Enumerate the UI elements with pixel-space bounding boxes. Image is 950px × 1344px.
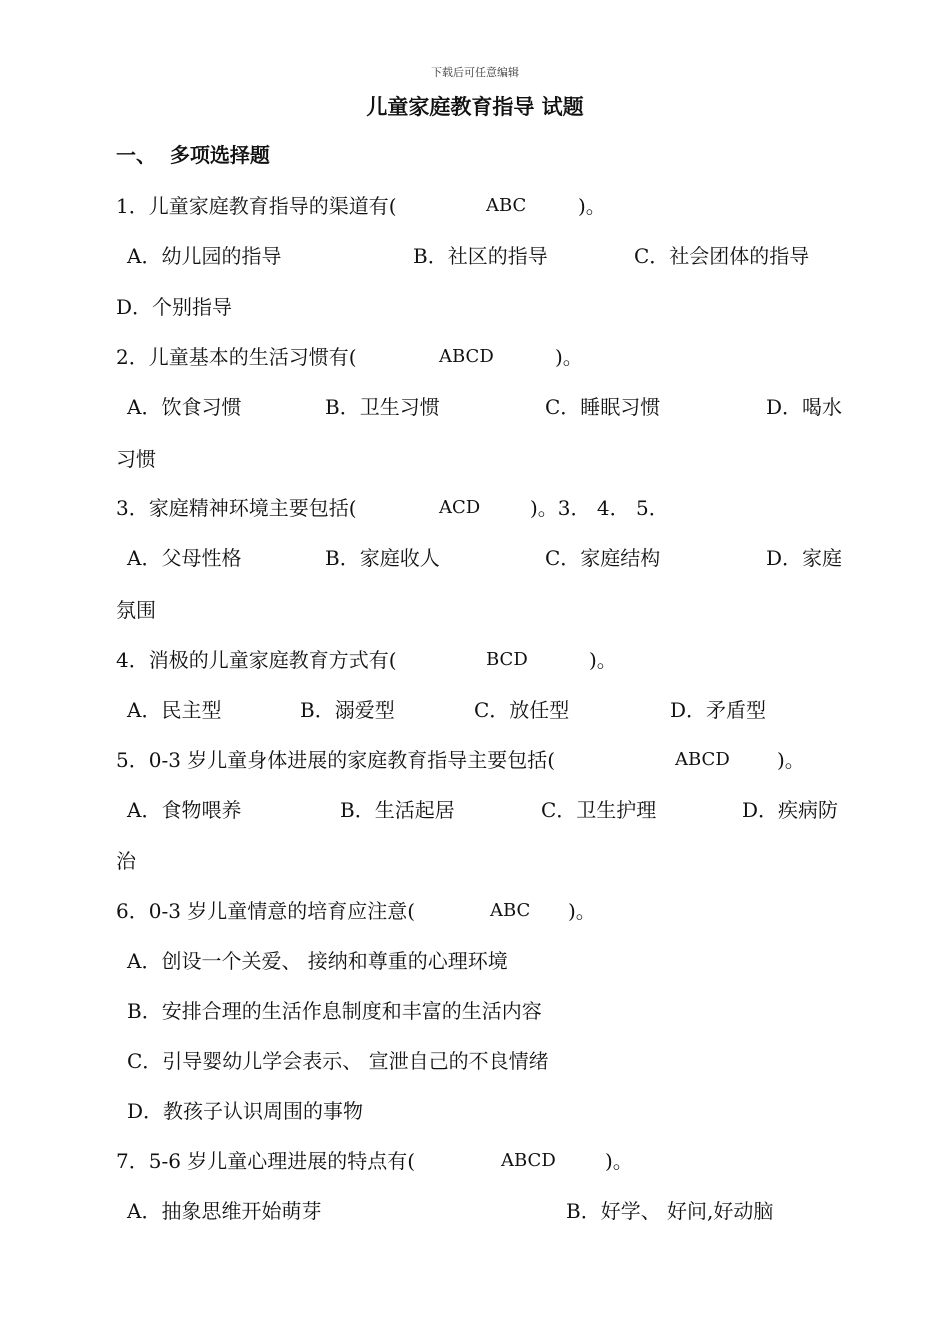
question-7-option-a: A．抽象思维开始萌芽 (127, 1199, 322, 1223)
question-7-suffix: )。 (605, 1149, 633, 1173)
question-5-option-d-wrap: 治 (116, 849, 136, 873)
question-1-prefix: 1．儿童家庭教育指导的渠道有( (116, 194, 397, 218)
question-1-option-d: D．个别指导 (116, 295, 233, 319)
question-5-suffix: )。 (777, 748, 805, 772)
question-1-option-a: A．幼儿园的指导 (127, 244, 282, 268)
question-2-suffix: )。 (555, 345, 583, 369)
question-2-option-c: C．睡眠习惯 (545, 395, 661, 419)
question-5-prefix: 5．0-3 岁儿童身体进展的家庭教育指导主要包括( (116, 748, 556, 772)
question-4-option-d: D．矛盾型 (670, 698, 767, 722)
question-1-option-b: B．社区的指导 (413, 244, 548, 268)
question-5-option-d: D．疾病防 (742, 798, 839, 822)
question-3-suffix: )。3． 4． 5． (530, 496, 669, 520)
question-3-option-a: A．父母性格 (127, 546, 242, 570)
question-2-prefix: 2．儿童基本的生活习惯有( (116, 345, 357, 369)
question-3-option-d: D．家庭 (766, 546, 843, 570)
question-4-option-b: B．溺爱型 (300, 698, 395, 722)
question-7-option-b: B．好学、 好问,好动脑 (566, 1199, 774, 1223)
question-6-suffix: )。 (568, 899, 596, 923)
question-1-answer: ABC (486, 195, 527, 216)
question-3-prefix: 3．家庭精神环境主要包括( (116, 496, 357, 520)
question-3-answer: ACD (439, 497, 481, 518)
question-2-option-d-wrap: 习惯 (116, 447, 156, 471)
question-2-option-a: A．饮食习惯 (127, 395, 242, 419)
question-6-option-d: D．教孩子认识周围的事物 (127, 1099, 364, 1123)
question-2-option-b: B．卫生习惯 (325, 395, 440, 419)
header-note: 下载后可任意编辑 (431, 66, 519, 79)
question-4-prefix: 4．消极的儿童家庭教育方式有( (116, 648, 397, 672)
question-2-answer: ABCD (439, 346, 494, 367)
question-6-option-b: B．安排合理的生活作息制度和丰富的生活内容 (127, 999, 542, 1023)
question-3-option-b: B．家庭收人 (325, 546, 440, 570)
question-6-answer: ABC (490, 900, 531, 921)
question-7-answer: ABCD (501, 1150, 556, 1171)
question-4-suffix: )。 (589, 648, 617, 672)
question-5-option-b: B．生活起居 (340, 798, 455, 822)
question-5-option-a: A．食物喂养 (127, 798, 242, 822)
question-6-option-c: C．引导婴幼儿学会表示、 宣泄自己的不良情绪 (127, 1049, 549, 1073)
question-5-option-c: C．卫生护理 (541, 798, 657, 822)
question-2-option-d: D．喝水 (766, 395, 843, 419)
question-3-option-d-wrap: 氛围 (116, 598, 156, 622)
question-4-answer: BCD (486, 649, 528, 670)
question-1-suffix: )。 (578, 194, 606, 218)
question-7-prefix: 7．5-6 岁儿童心理进展的特点有( (116, 1149, 416, 1173)
question-3-option-c: C．家庭结构 (545, 546, 661, 570)
question-6-prefix: 6．0-3 岁儿童情意的培育应注意( (116, 899, 416, 923)
section-heading: 一、 多项选择题 (116, 143, 270, 167)
question-4-option-c: C．放任型 (474, 698, 570, 722)
question-5-answer: ABCD (675, 749, 730, 770)
question-4-option-a: A．民主型 (127, 698, 222, 722)
document-title: 儿童家庭教育指导 试题 (366, 94, 584, 119)
question-6-option-a: A．创设一个关爱、 接纳和尊重的心理环境 (127, 949, 508, 973)
question-1-option-c: C．社会团体的指导 (634, 244, 810, 268)
